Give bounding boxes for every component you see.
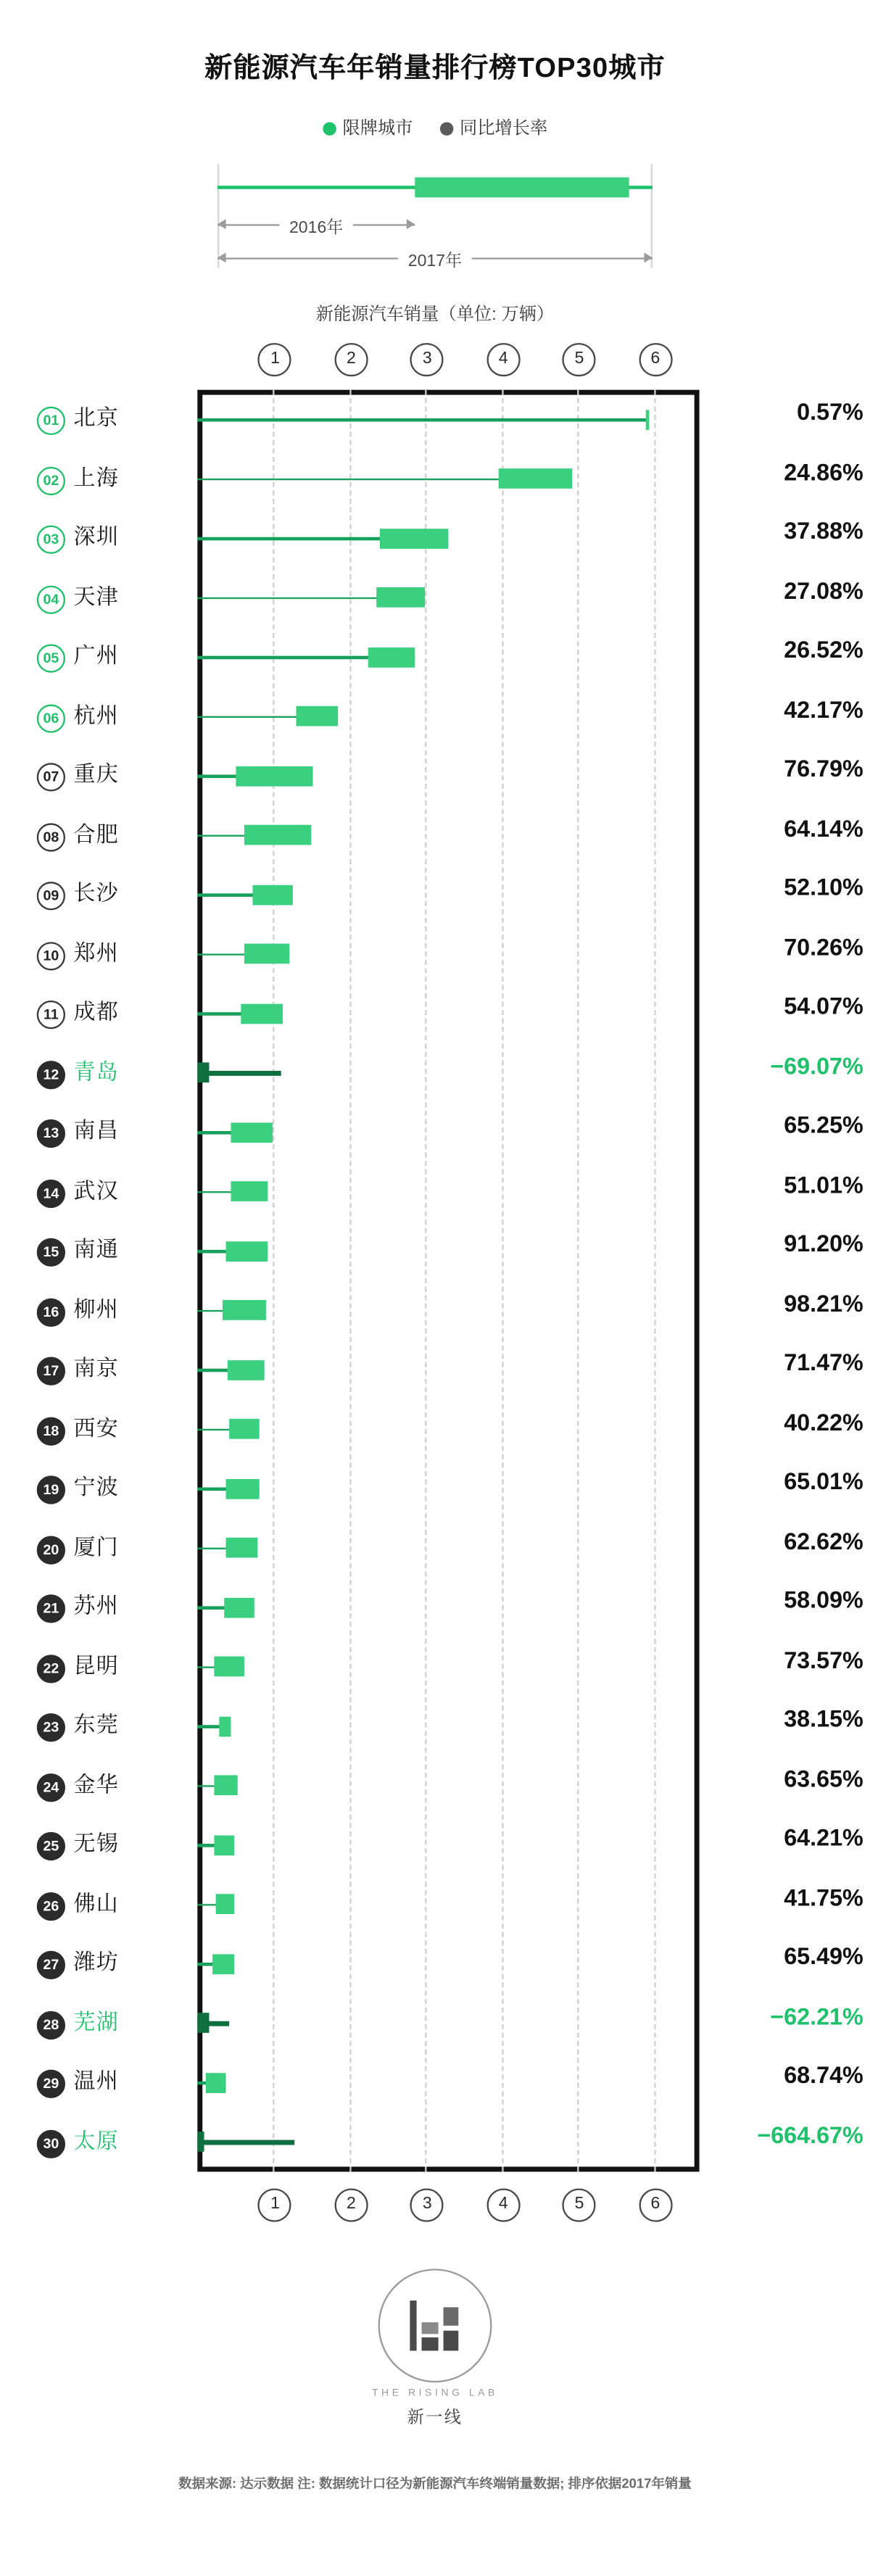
growth-value: 64.21% bbox=[784, 1823, 863, 1851]
growth-bar bbox=[236, 766, 313, 786]
rank-badge: 15 bbox=[37, 1238, 65, 1267]
growth-value: 70.26% bbox=[784, 932, 863, 960]
growth-value: 91.20% bbox=[784, 1230, 863, 1257]
rank-badge: 09 bbox=[37, 882, 65, 910]
rank-badge: 17 bbox=[37, 1357, 65, 1386]
rank-badge: 12 bbox=[37, 1060, 65, 1088]
city-label: 昆明 bbox=[73, 1652, 119, 1678]
city-label: 杭州 bbox=[73, 702, 119, 727]
axis-tick-3: 3 bbox=[410, 2188, 444, 2221]
rank-badge: 27 bbox=[37, 1951, 65, 1979]
growth-value: 37.88% bbox=[784, 517, 863, 544]
growth-value: 27.08% bbox=[784, 576, 863, 603]
rank-badge: 10 bbox=[37, 941, 65, 969]
growth-value: 76.79% bbox=[784, 754, 863, 782]
rank-badge: 29 bbox=[37, 2070, 65, 2098]
city-label: 郑州 bbox=[73, 939, 119, 965]
legend-label-growth: 同比增长率 bbox=[460, 118, 548, 139]
city-label: 苏州 bbox=[73, 1592, 119, 1618]
green-dot-icon bbox=[323, 121, 336, 134]
growth-bar bbox=[214, 1775, 236, 1795]
growth-value: 0.57% bbox=[797, 398, 863, 426]
growth-bar bbox=[376, 587, 425, 608]
growth-value: 52.10% bbox=[784, 873, 863, 900]
growth-value: −62.21% bbox=[770, 2002, 863, 2029]
growth-bar bbox=[214, 1657, 244, 1677]
growth-bar bbox=[214, 1834, 233, 1855]
axis-tick-1: 1 bbox=[258, 343, 291, 376]
rank-badge: 11 bbox=[37, 1001, 65, 1029]
chart-row bbox=[0, 1399, 870, 1459]
chart-rows bbox=[0, 390, 870, 2172]
growth-value: 54.07% bbox=[784, 992, 863, 1019]
axis-tick-6: 6 bbox=[639, 2188, 672, 2221]
key-label-2016: 2016年 bbox=[289, 218, 344, 237]
key-arrow-left-2017 bbox=[218, 257, 398, 258]
axis-tick-2: 2 bbox=[334, 343, 368, 376]
growth-bar bbox=[252, 885, 293, 905]
city-label: 佛山 bbox=[73, 1889, 119, 1916]
city-label: 西安 bbox=[73, 1415, 119, 1440]
chart-row bbox=[0, 509, 870, 568]
city-label: 无锡 bbox=[73, 1830, 119, 1856]
rank-badge: 25 bbox=[37, 1832, 65, 1860]
key-row-2016 bbox=[218, 214, 415, 237]
rank-badge: 13 bbox=[37, 1119, 65, 1148]
growth-value: 71.47% bbox=[784, 1349, 863, 1375]
chart-row bbox=[0, 687, 870, 746]
growth-value: 98.21% bbox=[784, 1289, 863, 1317]
axis-tick-4: 4 bbox=[486, 2188, 520, 2221]
chart-row bbox=[0, 1281, 870, 1341]
growth-bar bbox=[232, 1181, 268, 1201]
growth-value: 26.52% bbox=[784, 635, 863, 663]
chart-row bbox=[0, 984, 870, 1043]
growth-value: 62.62% bbox=[784, 1526, 863, 1554]
axis-tick-3: 3 bbox=[410, 343, 444, 376]
baseline-2016 bbox=[197, 418, 648, 421]
city-label: 合肥 bbox=[73, 820, 119, 846]
source-note: 数据来源: 达示数据 注: 数据统计口径为新能源汽车终端销量数据; 排序依据2017年销量 bbox=[178, 2476, 692, 2492]
rank-badge: 21 bbox=[37, 1594, 65, 1623]
city-label: 成都 bbox=[73, 998, 119, 1024]
city-label: 柳州 bbox=[73, 1296, 119, 1321]
growth-bar bbox=[297, 706, 339, 726]
chart-row bbox=[0, 2112, 870, 2171]
rank-badge: 18 bbox=[37, 1416, 65, 1444]
growth-value: 64.14% bbox=[784, 813, 863, 841]
city-label: 南昌 bbox=[73, 1117, 119, 1143]
growth-bar bbox=[368, 647, 414, 667]
city-label: 南京 bbox=[73, 1355, 119, 1380]
chart-row bbox=[0, 1103, 870, 1162]
growth-value: 51.01% bbox=[784, 1170, 863, 1198]
growth-bar bbox=[498, 468, 573, 489]
legend-item-restricted bbox=[323, 115, 413, 141]
rank-badge: 07 bbox=[37, 763, 65, 791]
chart-row bbox=[0, 1340, 870, 1399]
chart-row bbox=[0, 1222, 870, 1281]
city-label: 武汉 bbox=[73, 1177, 119, 1203]
chart-row bbox=[0, 865, 870, 924]
growth-bar bbox=[228, 1359, 264, 1380]
rank-badge: 23 bbox=[37, 1713, 65, 1742]
city-label: 宁波 bbox=[73, 1474, 119, 1499]
growth-value: −664.67% bbox=[757, 2121, 863, 2148]
baseline-2016 bbox=[197, 1070, 281, 1075]
axis-tick-4: 4 bbox=[486, 343, 520, 376]
chart-area bbox=[0, 390, 870, 2172]
growth-value: 40.22% bbox=[784, 1407, 863, 1435]
growth-bar bbox=[197, 1062, 208, 1082]
chart-row bbox=[0, 1518, 870, 1578]
legend bbox=[0, 115, 870, 141]
growth-bar bbox=[380, 528, 449, 548]
growth-value: 41.75% bbox=[784, 1883, 863, 1910]
city-label: 深圳 bbox=[73, 523, 119, 549]
growth-value: 73.57% bbox=[784, 1645, 863, 1673]
growth-bar bbox=[219, 1716, 232, 1736]
city-label: 太原 bbox=[73, 2127, 119, 2153]
axis-ticks-top bbox=[0, 343, 870, 380]
city-label: 重庆 bbox=[73, 761, 119, 787]
rank-badge: 06 bbox=[37, 703, 65, 732]
rank-badge: 14 bbox=[37, 1179, 65, 1207]
rank-badge: 08 bbox=[37, 822, 65, 850]
chart-row bbox=[0, 746, 870, 805]
city-label: 长沙 bbox=[73, 879, 119, 906]
key-arrow-right-2017 bbox=[472, 257, 652, 258]
growth-bar bbox=[244, 825, 311, 845]
page-title: 新能源汽车年销量排行榜TOP30城市 bbox=[204, 53, 666, 84]
baseline-2016 bbox=[197, 2139, 294, 2144]
legend-item-growth bbox=[439, 115, 547, 141]
axis-tick-2: 2 bbox=[334, 2188, 368, 2221]
axis-tick-6: 6 bbox=[639, 343, 672, 376]
logo-mark-icon bbox=[407, 2300, 463, 2351]
growth-value: 68.74% bbox=[784, 2061, 863, 2089]
growth-value: 42.17% bbox=[784, 695, 863, 722]
rank-badge: 05 bbox=[37, 644, 65, 672]
growth-bar bbox=[646, 409, 650, 429]
growth-value: −69.07% bbox=[770, 1051, 863, 1079]
rank-badge: 16 bbox=[37, 1298, 65, 1326]
key-label-2017: 2017年 bbox=[407, 252, 463, 270]
chart-row bbox=[0, 1815, 870, 1875]
growth-value: 65.01% bbox=[784, 1467, 863, 1494]
key-bar bbox=[415, 178, 629, 198]
growth-bar bbox=[244, 944, 290, 964]
growth-bar bbox=[207, 2072, 226, 2092]
city-label: 东莞 bbox=[73, 1711, 119, 1737]
logo-sub-text: THE RISING LAB bbox=[372, 2389, 498, 2400]
rank-badge: 26 bbox=[37, 1892, 65, 1920]
logo-circle-icon bbox=[378, 2269, 492, 2382]
city-label: 金华 bbox=[73, 1771, 119, 1797]
city-label: 上海 bbox=[73, 464, 119, 490]
logo bbox=[0, 2269, 870, 2427]
chart-row bbox=[0, 627, 870, 687]
chart-row bbox=[0, 2053, 870, 2113]
growth-bar bbox=[232, 1122, 274, 1142]
growth-bar bbox=[212, 1953, 233, 1974]
rank-badge: 28 bbox=[37, 2010, 65, 2039]
chart-row bbox=[0, 1994, 870, 2053]
chart-row bbox=[0, 1459, 870, 1518]
growth-value: 38.15% bbox=[784, 1705, 863, 1732]
growth-bar bbox=[217, 1894, 234, 1914]
growth-bar bbox=[226, 1538, 258, 1558]
chart-row bbox=[0, 1934, 870, 1994]
gray-dot-icon bbox=[439, 121, 452, 134]
chart-row bbox=[0, 568, 870, 627]
growth-bar bbox=[241, 1003, 283, 1023]
rank-badge: 30 bbox=[37, 2129, 65, 2158]
axis-tick-1: 1 bbox=[258, 2188, 291, 2221]
growth-value: 24.86% bbox=[784, 457, 863, 485]
axis-tick-5: 5 bbox=[563, 343, 596, 376]
axis-ticks-bottom bbox=[0, 2188, 870, 2225]
key-arrow-right-2016 bbox=[353, 223, 415, 225]
chart-row bbox=[0, 1637, 870, 1697]
city-label: 广州 bbox=[73, 642, 119, 668]
city-label: 南通 bbox=[73, 1236, 119, 1262]
rank-badge: 03 bbox=[37, 526, 65, 554]
city-label: 厦门 bbox=[73, 1533, 119, 1559]
key-row-2017 bbox=[218, 248, 652, 268]
chart-row bbox=[0, 1756, 870, 1815]
rank-badge: 02 bbox=[37, 466, 65, 494]
chart-row bbox=[0, 805, 870, 865]
city-label: 北京 bbox=[73, 405, 119, 431]
city-label: 芜湖 bbox=[73, 2008, 119, 2034]
city-label: 天津 bbox=[73, 583, 119, 608]
key-arrow-left-2016 bbox=[218, 223, 279, 225]
chart-row bbox=[0, 924, 870, 984]
growth-bar bbox=[226, 1241, 268, 1261]
logo-name-text: 新一线 bbox=[407, 2409, 463, 2428]
rank-badge: 04 bbox=[37, 585, 65, 613]
chart-row bbox=[0, 390, 870, 450]
city-label: 温州 bbox=[73, 2068, 119, 2093]
chart-row bbox=[0, 1578, 870, 1637]
growth-bar bbox=[197, 2132, 204, 2152]
unit-note: 新能源汽车销量（单位: 万辆） bbox=[315, 305, 555, 325]
city-label: 潍坊 bbox=[73, 1949, 119, 1975]
legend-label-restricted: 限牌城市 bbox=[342, 118, 413, 139]
growth-value: 63.65% bbox=[784, 1764, 863, 1792]
axis-tick-5: 5 bbox=[563, 2188, 596, 2221]
growth-bar bbox=[229, 1419, 260, 1439]
city-label: 青岛 bbox=[73, 1058, 119, 1084]
rank-badge: 19 bbox=[37, 1475, 65, 1504]
growth-bar bbox=[226, 1478, 260, 1499]
chart-row bbox=[0, 1697, 870, 1756]
growth-value: 58.09% bbox=[784, 1586, 863, 1613]
chart-row bbox=[0, 1875, 870, 1934]
scale-key-diagram bbox=[218, 164, 652, 294]
rank-badge: 01 bbox=[37, 407, 65, 435]
rank-badge: 22 bbox=[37, 1654, 65, 1682]
chart-row bbox=[0, 450, 870, 509]
chart-row bbox=[0, 1043, 870, 1103]
rank-badge: 24 bbox=[37, 1773, 65, 1801]
chart-row bbox=[0, 1162, 870, 1222]
growth-value: 65.25% bbox=[784, 1111, 863, 1138]
growth-bar bbox=[197, 2013, 208, 2033]
growth-bar bbox=[224, 1597, 254, 1618]
growth-value: 65.49% bbox=[784, 1942, 863, 1970]
growth-bar bbox=[222, 1300, 266, 1320]
rank-badge: 20 bbox=[37, 1535, 65, 1563]
